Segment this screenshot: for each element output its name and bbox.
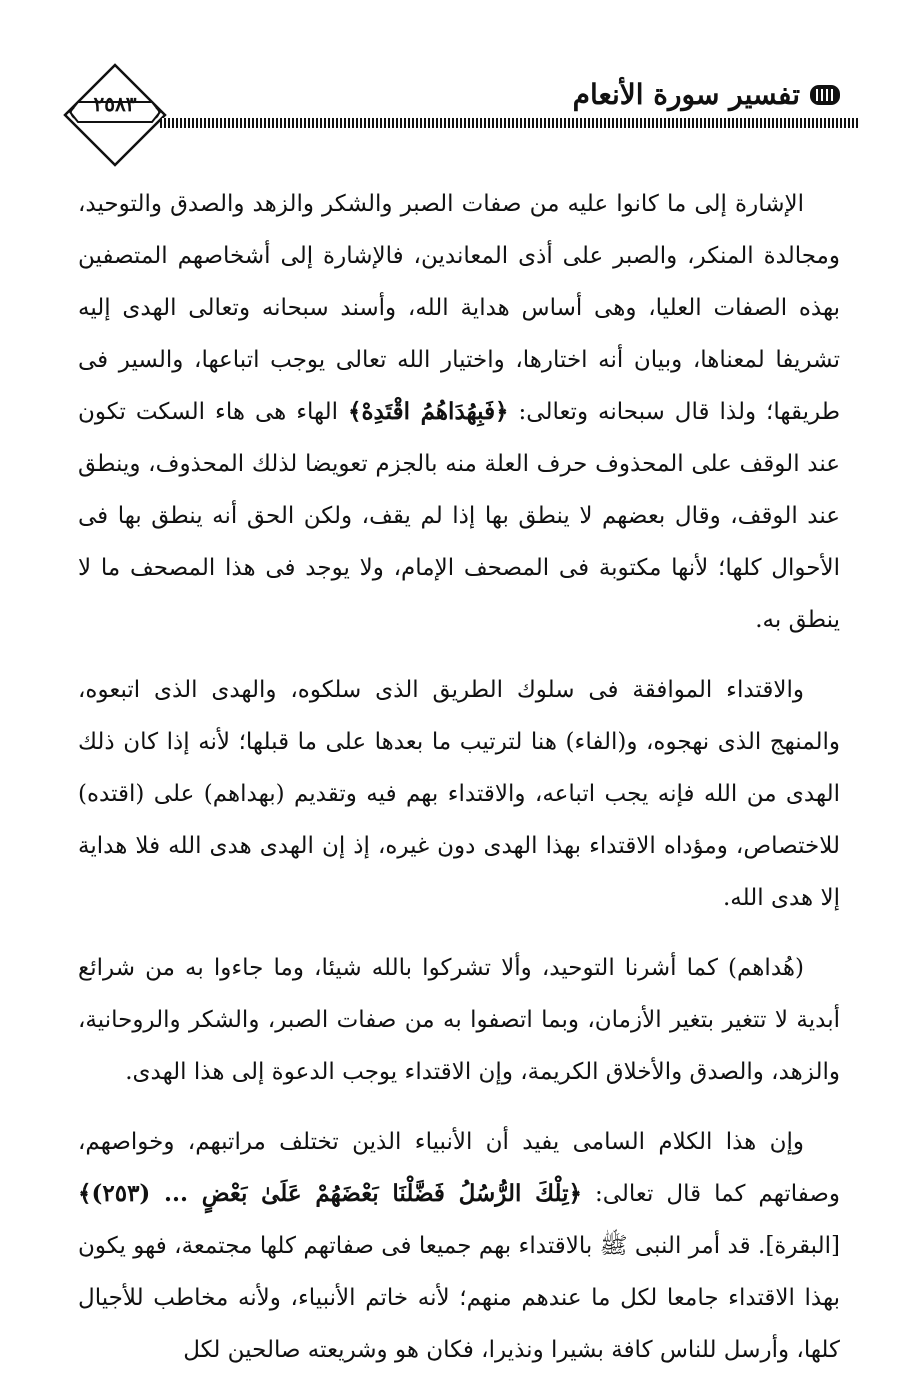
title-ornament-icon xyxy=(808,82,842,108)
paragraph-text: وإن هذا الكلام السامى يفيد أن الأنبياء الذين تختلف مراتبهم، وخواصهم، وصفاتهم كما قال تعالى: xyxy=(78,1129,840,1207)
header-rule xyxy=(160,118,860,128)
page-number: ٢٥٨٣ xyxy=(93,92,137,116)
running-title: تفسير سورة الأنعام xyxy=(572,78,800,111)
paragraph-text: [البقرة]. قد أمر النبى ﷺ بالاقتداء بهم جميعا فى صفاتهم كلها مجتمعة، فهو يكون بهذا الاقتداء جامعا لكل ما عندهم منهم؛ لأنه خاتم الأنبياء، ولأنه مخاطب للأجيال كلها، وأرسل للناس كافة بشيرا ونذيرا، فكان هو وشريعته صالحين لكل xyxy=(78,1233,840,1363)
paragraph-2 xyxy=(78,664,840,924)
body-text xyxy=(78,178,840,1394)
paragraph-text: والاقتداء الموافقة فى سلوك الطريق الذى سلكوه، والهدى الذى اتبعوه، والمنهج الذى نهجوه، و(الفاء) هنا لترتيب ما بعدها على ما قبلها؛ لأنه إذا كان ذلك الهدى من الله فإنه يجب اتباعه، والاقتداء بهم فيه وتقديم (بهداهم) على (اقتده) للاختصاص، ومؤداه الاقتداء بهذا الهدى دون غيره، إذ إن الهدى هدى الله فلا هداية إلا هدى الله. xyxy=(78,677,840,911)
paragraph-text: الهاء هى هاء السكت تكون عند الوقف على المحذوف حرف العلة منه بالجزم تعويضا لذلك المحذوف، وينطق عند الوقف، وقال بعضهم لا ينطق بها إذا لم يقف، ولكن الحق أنه ينطق بها فى الأحوال كلها؛ لأنها مكتوبة فى المصحف الإمام، ولا يوجد فى هذا المصحف ما لا ينطق به. xyxy=(78,399,840,633)
page-header xyxy=(60,60,860,170)
paragraph-3 xyxy=(78,942,840,1098)
paragraph-1 xyxy=(78,178,840,646)
paragraph-text: (هُداهم) كما أشرنا التوحيد، وألا تشركوا بالله شيئا، وما جاءوا به من شرائع أبدية لا تتغير بتغير الأزمان، وبما اتصفوا به من صفات الصبر، والشكر والروحانية، والزهد، والصدق والأخلاق الكريمة، وإن الاقتداء يوجب الدعوة إلى هذا الهدى. xyxy=(78,955,840,1085)
paragraph-text: الإشارة إلى ما كانوا عليه من صفات الصبر والشكر والزهد والصدق والتوحيد، ومجالدة المنكر، والصبر على أذى المعاندين، فالإشارة إلى أشخاصهم المتصفين بهذه الصفات العليا، وهى أساس هداية الله، وأسند سبحانه وتعالى الهدى إليه تشريفا لمعناها، وبيان أنه اختارها، واختيار الله تعالى يوجب اتباعها، والسير فى طريقها؛ ولذا قال سبحانه وتعالى: xyxy=(78,191,840,425)
paragraph-4 xyxy=(78,1116,840,1376)
quran-quote: ﴿تِلْكَ الرُّسُلُ فَضَّلْنَا بَعْضَهُمْ عَلَىٰ بَعْضٍ ... (٢٥٣)﴾ xyxy=(78,1180,582,1207)
quran-quote: ﴿فَبِهُدَاهُمُ اقْتَدِهْ﴾ xyxy=(348,398,509,425)
